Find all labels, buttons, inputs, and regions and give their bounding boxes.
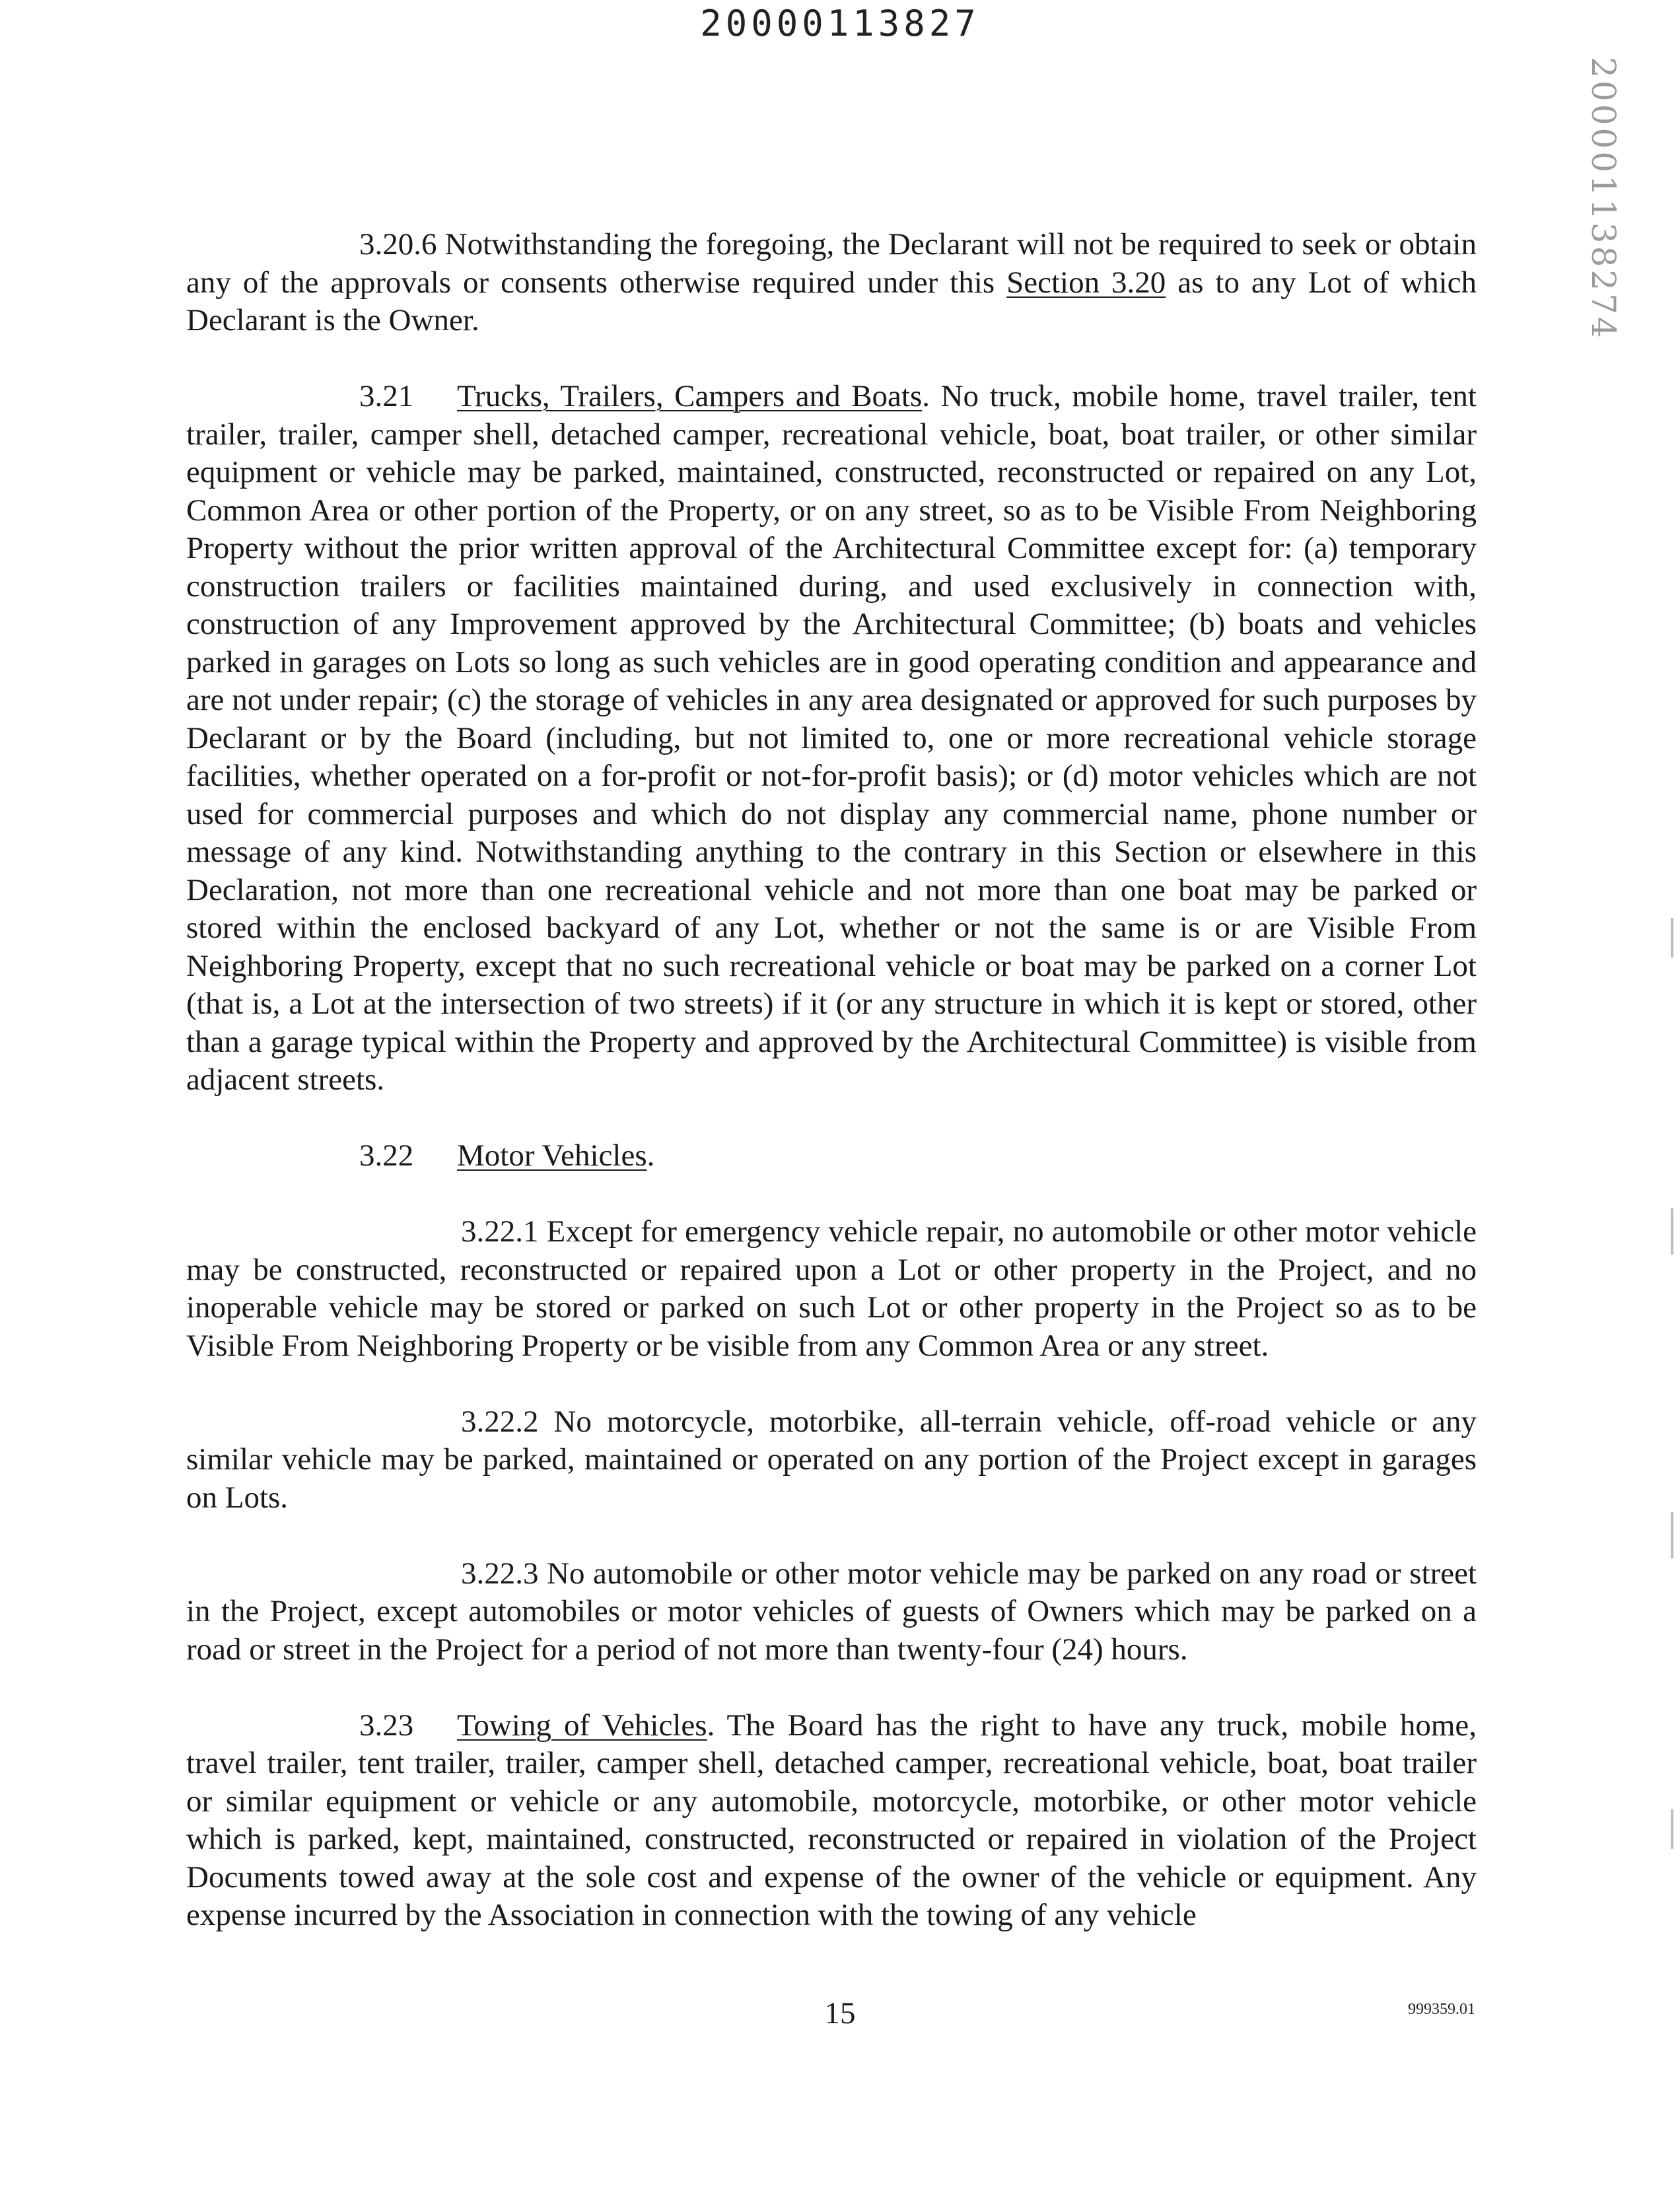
scan-edge-mark xyxy=(1671,1208,1673,1255)
section-title-period: . xyxy=(647,1138,655,1173)
section-body: . The Board has the right to have any truck, mobile home, travel trailer, tent trailer, trailer, camper shell, detached camper, recreational vehicle, boat, boat trailer or similar equipment or vehicle or any automobile, motorcycle, motorbike, or other motor vehicle which is parked, kept, maintained, constructed, reconstructed or repaired in violation of the Project Documents towed away at the sole cost and expense of the owner of the vehicle or equipment. Any expense incurred by the Association in connection with the towing of any vehicle xyxy=(186,1708,1477,1932)
paragraph-3-22-2: 3.22.2 No motorcycle, motorbike, all-terrain vehicle, off-road vehicle or any similar vehicle may be parked, maintained or operated on any portion of the Project except in garages on Lots. xyxy=(186,1404,1477,1515)
paragraph-3-20-6 xyxy=(186,226,1477,340)
document-body xyxy=(186,226,1477,1972)
section-title: Towing of Vehicles xyxy=(457,1708,707,1743)
scan-edge-mark xyxy=(1671,1809,1673,1849)
section-body: . No truck, mobile home, travel trailer, tent trailer, trailer, camper shell, detached camper, recreational vehicle, boat, boat trailer, or other similar equipment or vehicle may be parked, maintained, constructed, reconstructed or repaired on any Lot, Common Area or other portion of the Property, or on any street, so as to be Visible From Neighboring Property without the prior written approval of the Architectural Committee except for: (a) temporary construction trailers or facilities maintained during, and used exclusively in connection with, construction of any Improvement approved by the Architectural Committee; (b) boats and vehicles parked in garages on Lots so long as such vehicles are in good operating condition and appearance and are not under repair; (c) the storage of vehicles in any area designated or approved for such purposes by Declarant or by the Board (including, but not limited to, one or more recreational vehicle storage facilities, whether operated on a for-profit or not-for-profit basis); or (d) motor vehicles which are not used for commercial purposes and which do not display any commercial name, phone number or message of any kind. Notwithstanding anything to the contrary in this Section or elsewhere in this Declaration, not more than one recreational vehicle and not more than one boat may be parked or stored within the enclosed backyard of any Lot, whether or not the same is or are Visible From Neighboring Property, except that no such recreational vehicle or boat may be parked on a corner Lot (that is, a Lot at the intersection of two streets) if it (or any structure in which it is kept or stored, other than a garage typical within the Property and approved by the Architectural Committee) is visible from adjacent streets. xyxy=(186,379,1477,1097)
section-number: 3.22 xyxy=(359,1138,414,1173)
paragraph-3-20-6-outro: as to any Lot of which Declarant is the Owner. xyxy=(186,265,1477,337)
section-number: 3.21 xyxy=(359,379,414,413)
section-title: Trucks, Trailers, Campers and Boats xyxy=(457,379,923,413)
document-code: 999359.01 xyxy=(1408,2001,1475,2018)
section-reference: Section 3.20 xyxy=(1006,265,1166,300)
recording-stamp xyxy=(1577,57,1630,341)
scan-edge-mark xyxy=(1671,918,1673,957)
paragraph-3-20-6-intro: 3.20.6 Notwithstanding the foregoing, the Declarant will not be required to seek or obtain any of the approvals or consents otherwise required under this xyxy=(186,227,1477,300)
section-number: 3.23 xyxy=(359,1708,414,1743)
section-title: Motor Vehicles xyxy=(457,1138,647,1173)
scan-edge-mark xyxy=(1671,1512,1673,1558)
section-3-23 xyxy=(186,1707,1477,1935)
recording-stamp-text: 200001138274 xyxy=(1584,57,1623,341)
section-3-22 xyxy=(186,1137,1477,1175)
section-3-21 xyxy=(186,378,1477,1099)
paragraph-3-22-3: 3.22.3 No automobile or other motor vehicle may be parked on any road or street in the Project, except automobiles or motor vehicles of guests of Owners which may be parked on a road or street in the Project for a period of not more than twenty-four (24) hours. xyxy=(186,1556,1477,1667)
paragraph-3-22-1: 3.22.1 Except for emergency vehicle repair, no automobile or other motor vehicle may be constructed, reconstructed or repaired upon a Lot or other property in the Project, and no inoperable vehicle may be stored or parked on such Lot or other property in the Project so as to be Visible From Neighboring Property or be visible from any Common Area or any street. xyxy=(186,1214,1477,1363)
page-number: 15 xyxy=(824,1996,856,2031)
document-number: 20000113827 xyxy=(700,3,980,44)
